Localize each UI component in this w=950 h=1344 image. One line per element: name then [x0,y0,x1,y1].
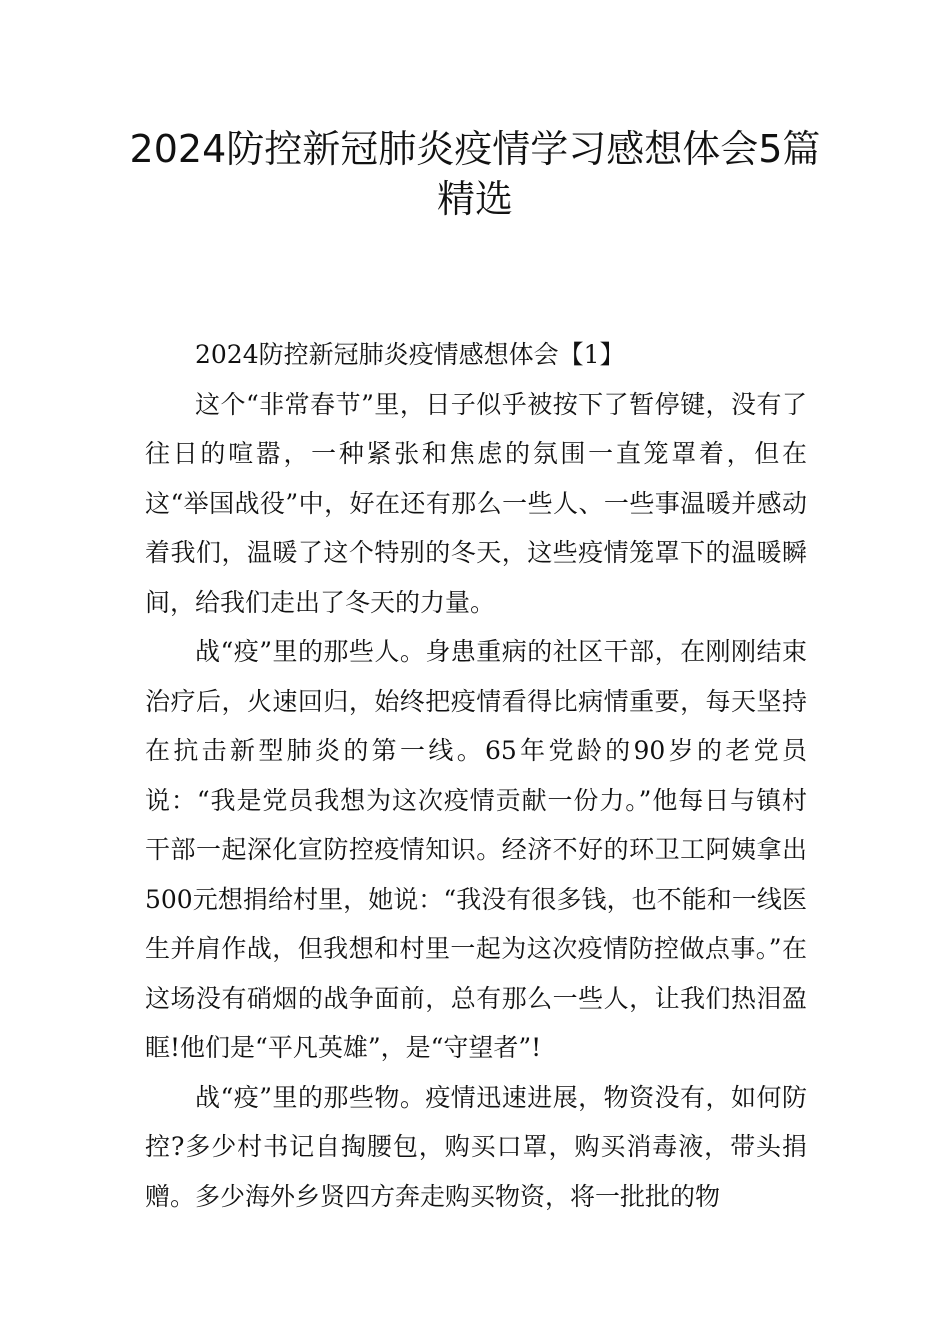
body-paragraph: 战“疫”里的那些人。身患重病的社区干部，在刚刚结束治疗后，火速回归，始终把疫情看得比病情重要，每天坚持在抗击新型肺炎的第一线。65年党龄的90岁的老党员说：“我是党员我想为这次疫情贡献一份力。”他每日与镇村干部一起深化宣防控疫情知识。经济不好的环卫工阿姨拿出500元想捐给村里，她说：“我没有很多钱，也不能和一线医生并肩作战，但我想和村里一起为这次疫情防控做点事。”在这场没有硝烟的战争面前，总有那么一些人，让我们热泪盈眶!他们是“平凡英雄”，是“守望者”! [145,637,807,1062]
body-paragraph: 这个“非常春节”里，日子似乎被按下了暂停键，没有了往日的喧嚣，一种紧张和焦虑的氛围一直笼罩着，但在这“举国战役”中，好在还有那么一些人、一些事温暖并感动着我们，温暖了这个特别的冬天，这些疫情笼罩下的温暖瞬间，给我们走出了冬天的力量。 [145,389,807,617]
document-title: 2024防控新冠肺炎疫情学习感想体会5篇精选 [129,127,821,221]
body-paragraph: 战“疫”里的那些物。疫情迅速进展，物资没有，如何防控?多少村书记自掏腰包，购买口罩，购买消毒液，带头捐赠。多少海外乡贤四方奔走购买物资，将一批批的物 [145,1082,807,1211]
document-body [145,330,807,1221]
section-heading: 2024防控新冠肺炎疫情感想体会【1】 [195,340,625,369]
